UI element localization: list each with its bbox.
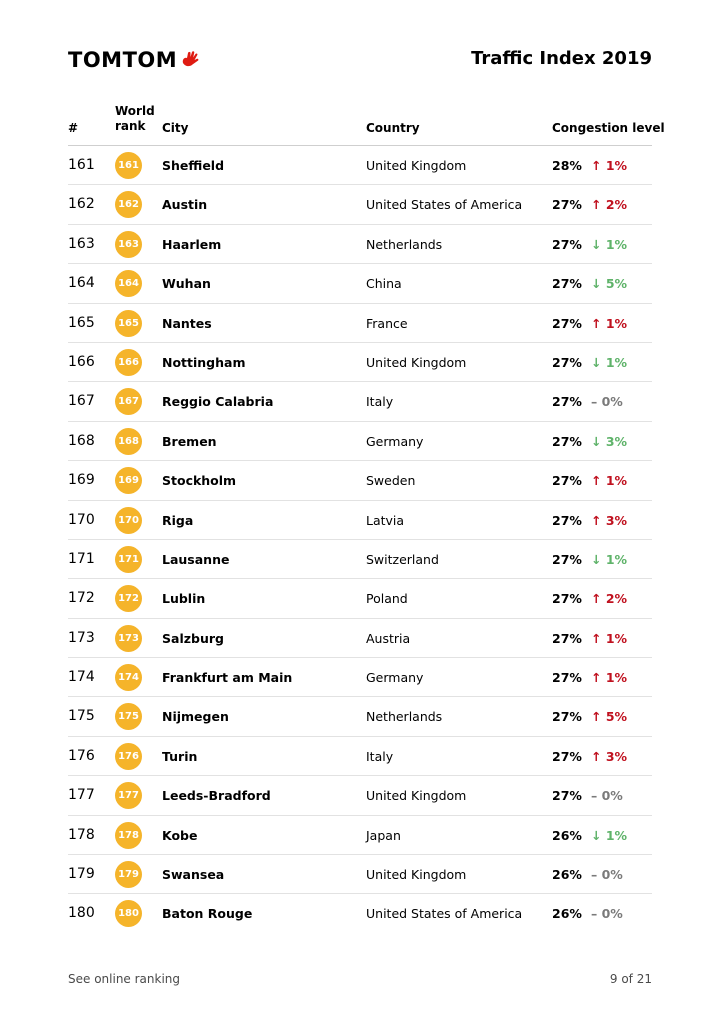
city-name: Kobe xyxy=(162,827,198,843)
world-rank-badge: 167 xyxy=(115,388,142,415)
world-rank-badge: 161 xyxy=(115,152,142,179)
table-row xyxy=(68,657,652,696)
country-name: United Kingdom xyxy=(366,354,467,370)
country-name: Sweden xyxy=(366,473,416,489)
row-number: 166 xyxy=(68,353,95,370)
congestion-level: 27% xyxy=(552,315,582,331)
congestion-change: ↑ 3% xyxy=(591,512,628,528)
city-name: Leeds-Bradford xyxy=(162,788,271,804)
table-row xyxy=(68,500,652,539)
country-name: China xyxy=(366,276,402,292)
world-rank-badge: 164 xyxy=(115,270,142,297)
country-name: Italy xyxy=(366,394,394,410)
congestion-level: 27% xyxy=(552,236,582,252)
city-name: Frankfurt am Main xyxy=(162,670,293,686)
row-number: 178 xyxy=(68,826,95,843)
city-name: Lublin xyxy=(162,591,206,607)
table-row xyxy=(68,184,652,223)
world-rank-badge: 162 xyxy=(115,191,142,218)
city-name: Riga xyxy=(162,512,194,528)
congestion-change: ↑ 5% xyxy=(591,709,628,725)
column-header-congestion-level: Congestion level xyxy=(552,121,665,135)
world-rank-badge: 170 xyxy=(115,507,142,534)
congestion-level: 27% xyxy=(552,551,582,567)
column-header-number: # xyxy=(68,121,79,135)
row-number: 165 xyxy=(68,314,95,331)
table-row xyxy=(68,145,652,184)
congestion-change: ↓ 1% xyxy=(591,551,628,567)
city-name: Reggio Calabria xyxy=(162,394,274,410)
city-name: Haarlem xyxy=(162,236,222,252)
city-name: Turin xyxy=(162,748,198,764)
row-number: 180 xyxy=(68,905,95,922)
congestion-level: 27% xyxy=(552,591,582,607)
table-row xyxy=(68,539,652,578)
country-name: Austria xyxy=(366,630,411,646)
congestion-level: 27% xyxy=(552,197,582,213)
congestion-change: ↑ 3% xyxy=(591,748,628,764)
congestion-level: 27% xyxy=(552,670,582,686)
city-name: Bremen xyxy=(162,433,217,449)
congestion-level: 27% xyxy=(552,276,582,292)
row-number: 173 xyxy=(68,629,95,646)
world-rank-badge: 169 xyxy=(115,467,142,494)
world-rank-badge: 168 xyxy=(115,428,142,455)
congestion-level: 27% xyxy=(552,354,582,370)
country-name: Japan xyxy=(366,827,401,843)
city-name: Lausanne xyxy=(162,551,230,567)
table-row xyxy=(68,815,652,854)
table-row xyxy=(68,854,652,893)
row-number: 167 xyxy=(68,393,95,410)
document-title: Traffic Index 2019 xyxy=(471,48,652,69)
country-name: Germany xyxy=(366,670,424,686)
country-name: Netherlands xyxy=(366,709,443,725)
congestion-change: ↓ 5% xyxy=(591,276,628,292)
congestion-change: ↑ 1% xyxy=(591,158,628,173)
table-row xyxy=(68,775,652,814)
congestion-change: – 0% xyxy=(591,788,623,804)
country-name: Germany xyxy=(366,433,424,449)
city-name: Nottingham xyxy=(162,354,246,370)
congestion-change: ↑ 1% xyxy=(591,315,628,331)
congestion-change: ↓ 1% xyxy=(591,827,628,843)
city-name: Austin xyxy=(162,197,208,213)
country-name: Latvia xyxy=(366,512,405,528)
congestion-change: – 0% xyxy=(591,906,623,922)
congestion-level: 27% xyxy=(552,394,582,410)
world-rank-badge: 175 xyxy=(115,703,142,730)
table-row xyxy=(68,224,652,263)
world-rank-badge: 172 xyxy=(115,585,142,612)
country-name: Switzerland xyxy=(366,551,439,567)
row-number: 176 xyxy=(68,747,95,764)
table-row xyxy=(68,618,652,657)
column-header-country: Country xyxy=(366,121,420,135)
world-rank-badge: 177 xyxy=(115,782,142,809)
congestion-change: ↑ 1% xyxy=(591,473,628,489)
world-rank-badge: 173 xyxy=(115,625,142,652)
congestion-change: ↑ 2% xyxy=(591,591,628,607)
congestion-change: ↑ 2% xyxy=(591,197,628,213)
row-number: 177 xyxy=(68,787,95,804)
world-rank-badge: 163 xyxy=(115,231,142,258)
column-header-city: City xyxy=(162,121,189,135)
row-number: 168 xyxy=(68,432,95,449)
table-row xyxy=(68,421,652,460)
column-header-world-rank xyxy=(115,104,155,134)
world-rank-badge: 166 xyxy=(115,349,142,376)
city-name: Sheffield xyxy=(162,158,225,173)
congestion-change: ↑ 1% xyxy=(591,670,628,686)
country-name: United Kingdom xyxy=(366,158,467,173)
world-rank-badge: 178 xyxy=(115,822,142,849)
table-row xyxy=(68,578,652,617)
city-name: Baton Rouge xyxy=(162,906,253,922)
city-name: Nijmegen xyxy=(162,709,229,725)
table-row xyxy=(68,342,652,381)
column-header-world-rank-label: World rank xyxy=(115,104,155,133)
country-name: United Kingdom xyxy=(366,788,467,804)
logo-text: TOMTOM xyxy=(68,48,178,72)
congestion-level: 27% xyxy=(552,473,582,489)
congestion-change: – 0% xyxy=(591,867,623,883)
congestion-change: ↓ 3% xyxy=(591,433,628,449)
see-online-ranking-link[interactable]: See online ranking xyxy=(68,972,181,986)
congestion-level: 27% xyxy=(552,709,582,725)
congestion-level: 27% xyxy=(552,630,582,646)
congestion-level: 28% xyxy=(552,158,582,173)
congestion-level: 26% xyxy=(552,827,582,843)
page-header xyxy=(68,44,652,76)
country-name: United States of America xyxy=(366,197,523,213)
congestion-change: ↓ 1% xyxy=(591,354,628,370)
congestion-level: 26% xyxy=(552,906,582,922)
table-row xyxy=(68,303,652,342)
tomtom-logo xyxy=(68,48,201,72)
hand-icon xyxy=(179,49,201,71)
table-row xyxy=(68,263,652,302)
row-number: 169 xyxy=(68,472,95,489)
row-number: 161 xyxy=(68,157,95,173)
row-number: 179 xyxy=(68,866,95,883)
row-number: 164 xyxy=(68,275,95,292)
table-row xyxy=(68,460,652,499)
city-name: Nantes xyxy=(162,315,212,331)
city-name: Salzburg xyxy=(162,630,224,646)
country-name: United States of America xyxy=(366,906,523,922)
row-number: 172 xyxy=(68,590,95,607)
world-rank-badge: 171 xyxy=(115,546,142,573)
row-number: 171 xyxy=(68,550,95,567)
city-name: Wuhan xyxy=(162,276,211,292)
row-number: 170 xyxy=(68,511,95,528)
congestion-level: 27% xyxy=(552,512,582,528)
table-row xyxy=(68,893,652,932)
table-row xyxy=(68,696,652,735)
world-rank-badge: 176 xyxy=(115,743,142,770)
country-name: Netherlands xyxy=(366,236,443,252)
world-rank-badge: 174 xyxy=(115,664,142,691)
congestion-level: 27% xyxy=(552,788,582,804)
page-number: 9 of 21 xyxy=(609,972,652,986)
country-name: Italy xyxy=(366,748,394,764)
row-number: 163 xyxy=(68,235,95,252)
table-row xyxy=(68,381,652,420)
world-rank-badge: 165 xyxy=(115,310,142,337)
row-number: 162 xyxy=(68,196,95,213)
row-number: 175 xyxy=(68,708,95,725)
table-row xyxy=(68,736,652,775)
world-rank-badge: 180 xyxy=(115,900,142,927)
country-name: Poland xyxy=(366,591,408,607)
congestion-level: 27% xyxy=(552,748,582,764)
congestion-level: 26% xyxy=(552,867,582,883)
city-name: Swansea xyxy=(162,867,225,883)
congestion-change: ↓ 1% xyxy=(591,236,628,252)
country-name: United Kingdom xyxy=(366,867,467,883)
congestion-change: ↑ 1% xyxy=(591,630,628,646)
congestion-change: – 0% xyxy=(591,394,623,410)
ranking-table xyxy=(68,145,652,933)
row-number: 174 xyxy=(68,669,95,686)
country-name: France xyxy=(366,315,408,331)
world-rank-badge: 179 xyxy=(115,861,142,888)
congestion-level: 27% xyxy=(552,433,582,449)
city-name: Stockholm xyxy=(162,473,237,489)
